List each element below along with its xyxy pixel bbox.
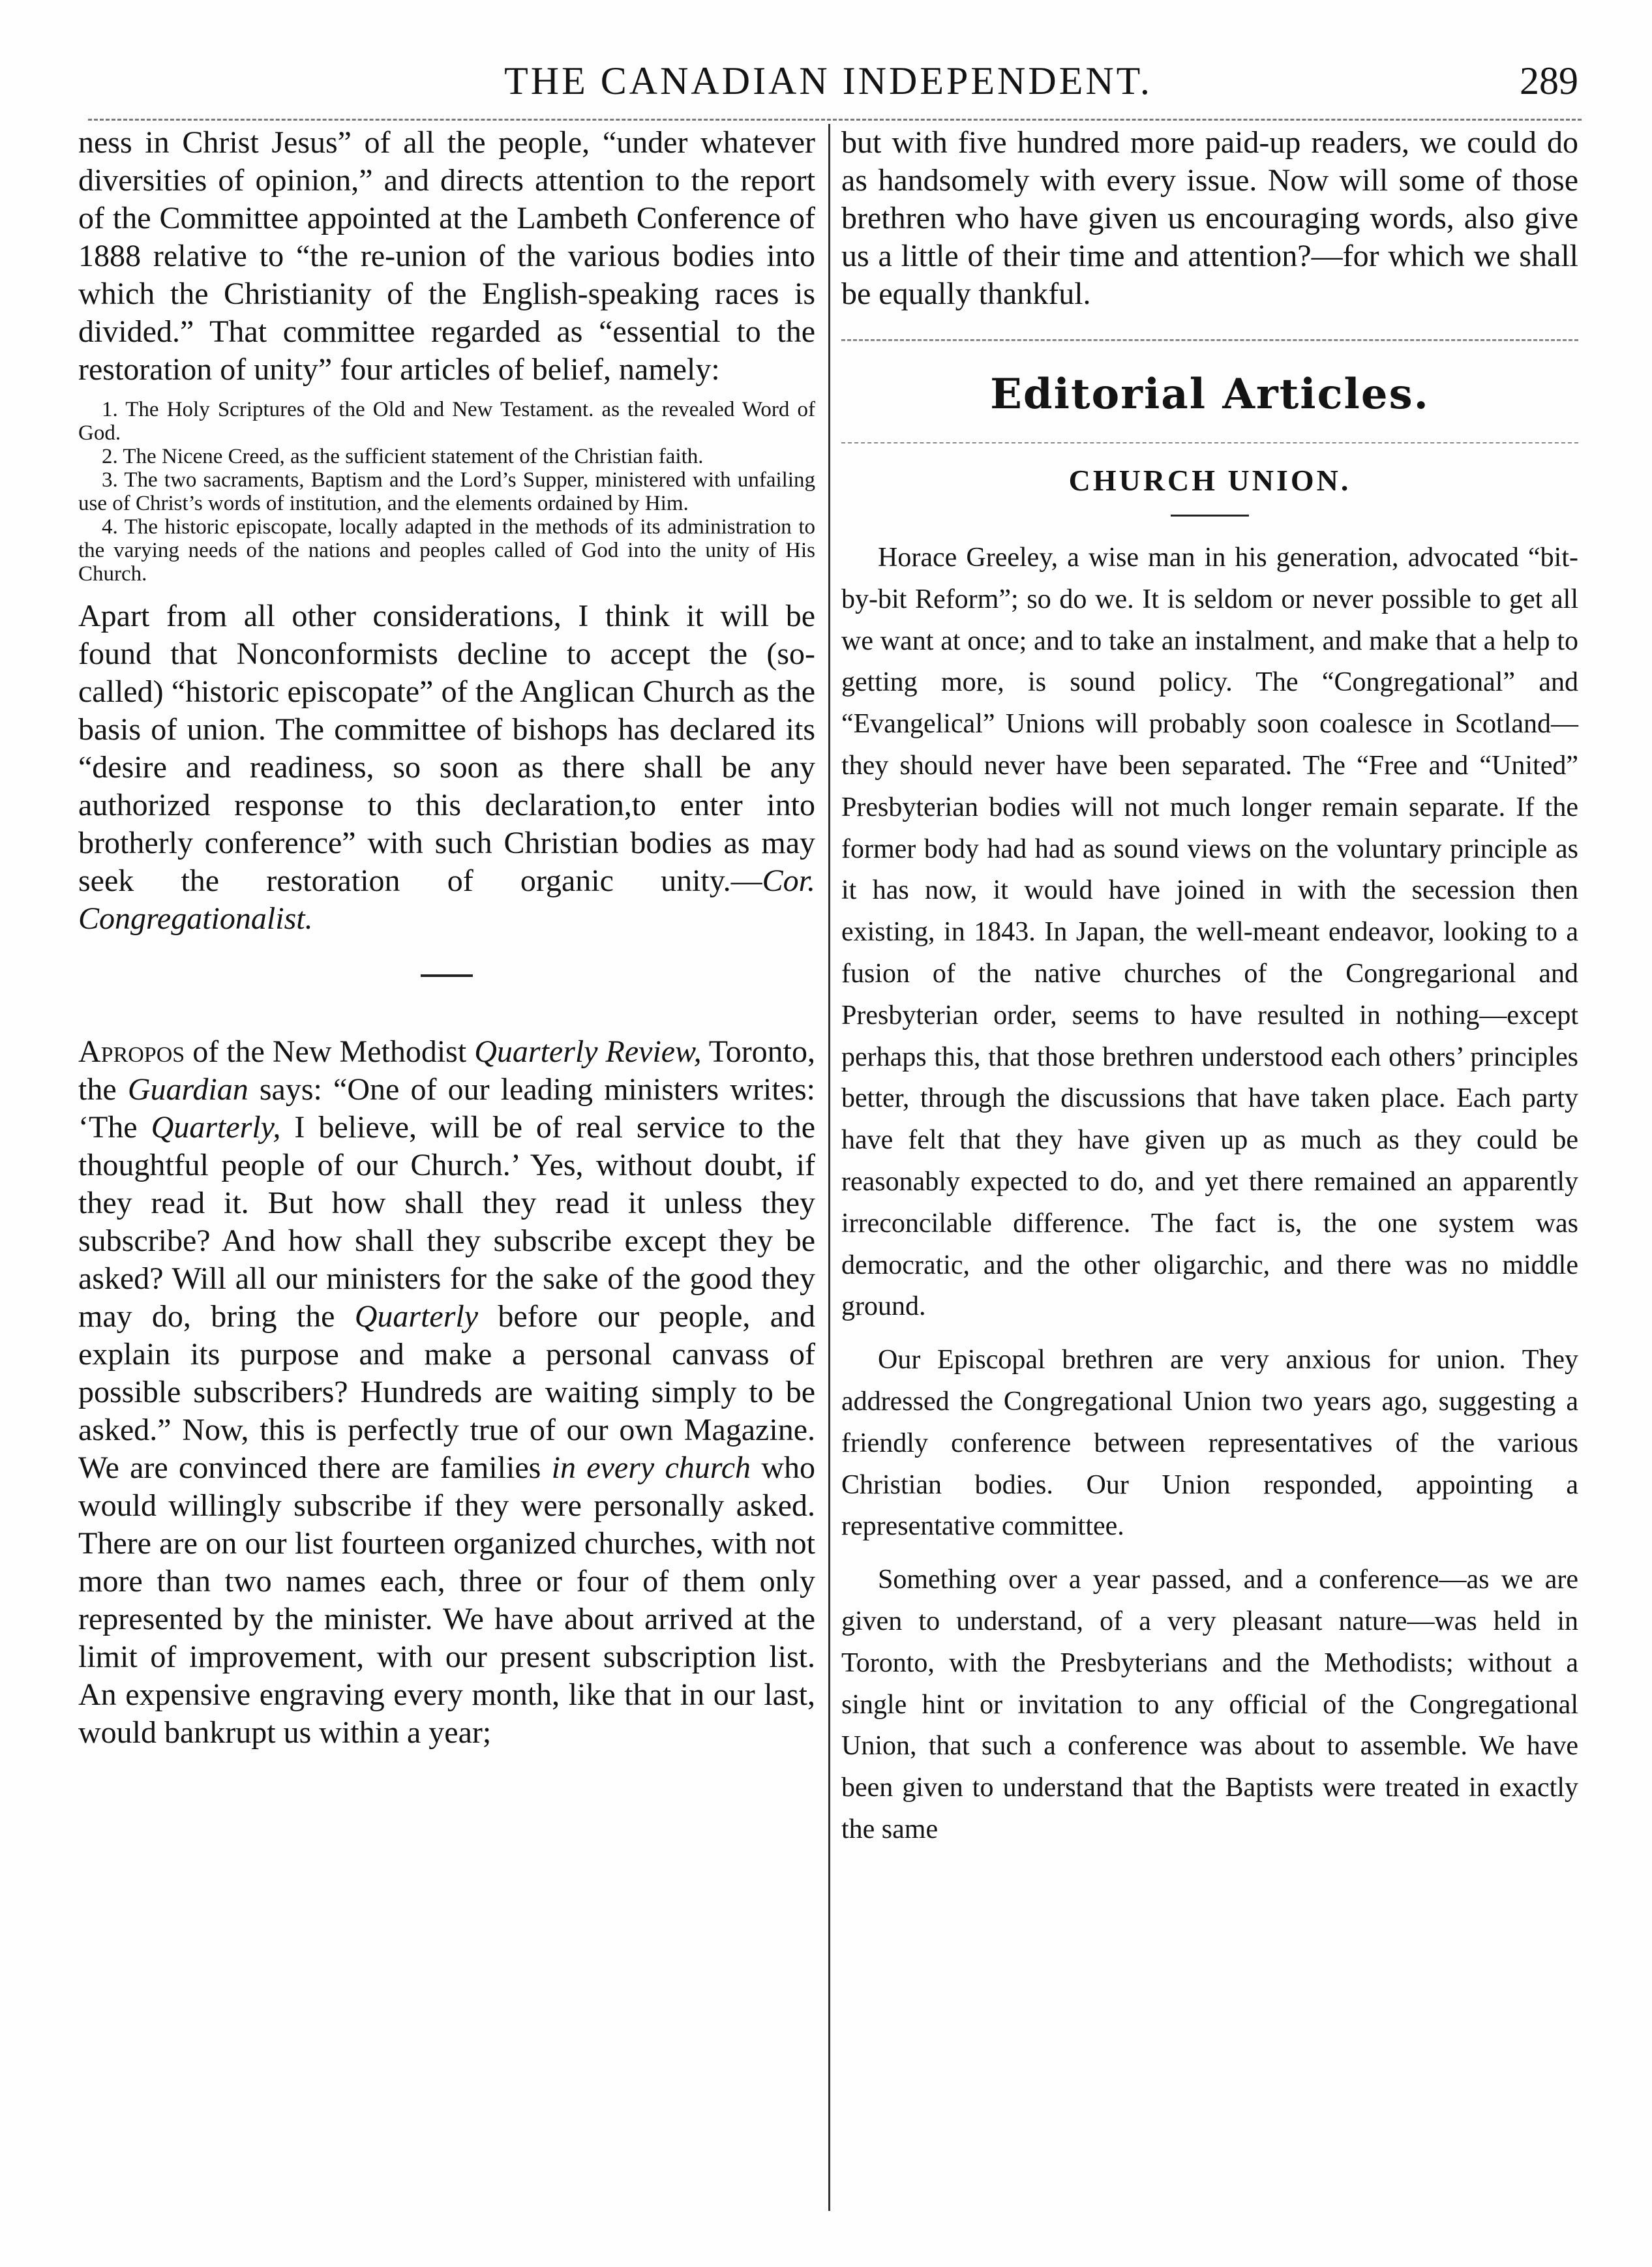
running-title: THE CANADIAN INDEPENDENT. <box>504 59 1152 102</box>
para3-italic-guardian: Guardian <box>127 1072 248 1107</box>
header-rule <box>88 119 1582 121</box>
para3-italic-every-church: in every church <box>551 1450 751 1485</box>
para3-text-a: of the New Methodist <box>185 1034 475 1069</box>
title-rule <box>1171 515 1249 517</box>
articles-list <box>78 398 815 586</box>
article-item: 1. The Holy Scriptures of the Old and New Testament. as the revealed Word of God. <box>78 398 815 445</box>
dashed-rule-2 <box>841 442 1578 443</box>
left-column <box>78 124 815 1752</box>
article-item: 2. The Nicene Creed, as the sufficient statement of the Christian faith. <box>102 445 704 468</box>
article-item: 4. The historic episcopate, locally adapted in the methods of its administration to the varying needs of the nations and peoples called of God into the unity of His Church. <box>78 515 815 586</box>
para3-italic-quarterly: Quarterly, <box>151 1110 281 1145</box>
right-paragraph-4: Something over a year passed, and a conference—as we are given to understand, of a very pleasant nature—was held in Toronto, with the Presbyterians and the Methodists; without a single hint or invitation to any official of the Congregational Union, that such a conference was about to assemble. We have been given to understand that the Baptists were treated in exactly the same <box>841 1565 1578 1844</box>
para3-text-c: says: “One of our leading ministers writes: ‘The <box>78 1072 816 1145</box>
para3-text-e: before our people, and explain its purpose and make a personal canvass of possible subscribers? Hundreds are waiting simply to be asked.” Now, this is perfectly true of our own Magazine. We are convinced there are families <box>78 1299 815 1485</box>
article-title: CHURCH UNION. <box>1068 464 1351 497</box>
dashed-rule <box>841 339 1578 341</box>
right-paragraph-2: Horace Greeley, a wise man in his generation, advocated “bit-by-bit Reform”; so do we. It is seldom or never possible to get all we want at once; and to take an instalment, and make that a help to getting more, is sound policy. The “Congregational” and “Evangelical” Unions will probably soon coalesce in Scotland—they should never have been separated. The “Free and “United” Presbyterian bodies will not much longer remain separate. If the former body had had as sound views on the voluntary principle as it has now, it would have joined in with the secession then existing, in 1843. In Japan, the well-meant endeavor, looking to a fusion of the native churches of the Congregarional and Presbyterian order, seems to have resulted in nothing—except perhaps this, that those brethren understood each others’ principles better, through the discussions that have taken place. Each party have felt that they have given up as much as they could be reasonably expected to do, and yet there remained an apparently irreconcilable difference. The fact is, the one system was democratic, and the other oligarchic, and there was no middle ground. <box>841 543 1578 1322</box>
left-paragraph-3 <box>78 1033 815 1752</box>
section-rule <box>421 974 473 977</box>
paragraph-gap <box>841 1328 1578 1340</box>
paragraph-gap <box>841 1548 1578 1559</box>
right-paragraph-3: Our Episcopal brethren are very anxious for union. They addressed the Congregational Union two years ago, suggesting a friendly conference between representatives of the various Christian bodies. Our Union responded, appointing a representative committee. <box>841 1345 1578 1542</box>
page-header <box>78 46 1578 117</box>
right-paragraph-1: but with five hundred more paid-up readers, we could do as handsomely with every issue. Now will some of those brethren who have given us encouraging words, also give us a little of their time and attention?—for which we shall be equally thankful. <box>841 125 1578 311</box>
para3-text-f: who would willingly subscribe if they were personally asked. There are on our list fourteen organized churches, with not more than two names each, three or four of them only represented by the minister. We have about arrived at the limit of improvement, with our present subscription list. An expensive engraving every month, like that in our last, would bankrupt us within a year; <box>78 1450 815 1750</box>
para3-italic-quarterly-review: Quarterly Review, <box>474 1034 702 1069</box>
apropos-lead: Apropos <box>78 1034 185 1069</box>
para3-italic-quarterly-2: Quarterly <box>354 1299 479 1334</box>
column-divider <box>828 124 830 2211</box>
left-paragraph-2-text: Apart from all other considerations, I think it will be found that Nonconformists decline to accept the (so-called) “historic episcopate” of the Anglican Church as the basis of union. The committee of bishops has declared its “desire and readiness, so soon as there shall be any authorized response to this declaration,to enter into brotherly conference” with such Christian bodies as may seek the restoration of organic unity.— <box>78 599 815 898</box>
para3-text-d: I believe, will be of real service to the thoughtful people of our Church.’ Yes, without doubt, if they read it. But how shall they read it unless they subscribe? And how shall they subscribe except they be asked? Will all our ministers for the sake of the good they may do, bring the <box>78 1110 816 1334</box>
section-heading: Editorial Articles. <box>990 370 1430 419</box>
article-item: 3. The two sacraments, Baptism and the Lord’s Supper, ministered with unfailing use of Christ’s words of institution, and the elements ordained by Him. <box>78 468 815 515</box>
page-number: 289 <box>1520 59 1578 102</box>
right-column <box>841 124 1578 1851</box>
left-paragraph-2-source: Cor. Congregationalist. <box>78 863 815 936</box>
left-paragraph-2 <box>78 597 815 938</box>
para3-text-b: Toronto, the <box>78 1034 816 1107</box>
left-paragraph-1: ness in Christ Jesus” of all the people, “under whatever diversities of opinion,” and directs attention to the report of the Committee appointed at the Lambeth Conference of 1888 relative to “the re-union of the various bodies into which the Christianity of the English-speaking races is divided.” That committee regarded as “essential to the restoration of unity” four articles of belief, namely: <box>78 125 815 387</box>
